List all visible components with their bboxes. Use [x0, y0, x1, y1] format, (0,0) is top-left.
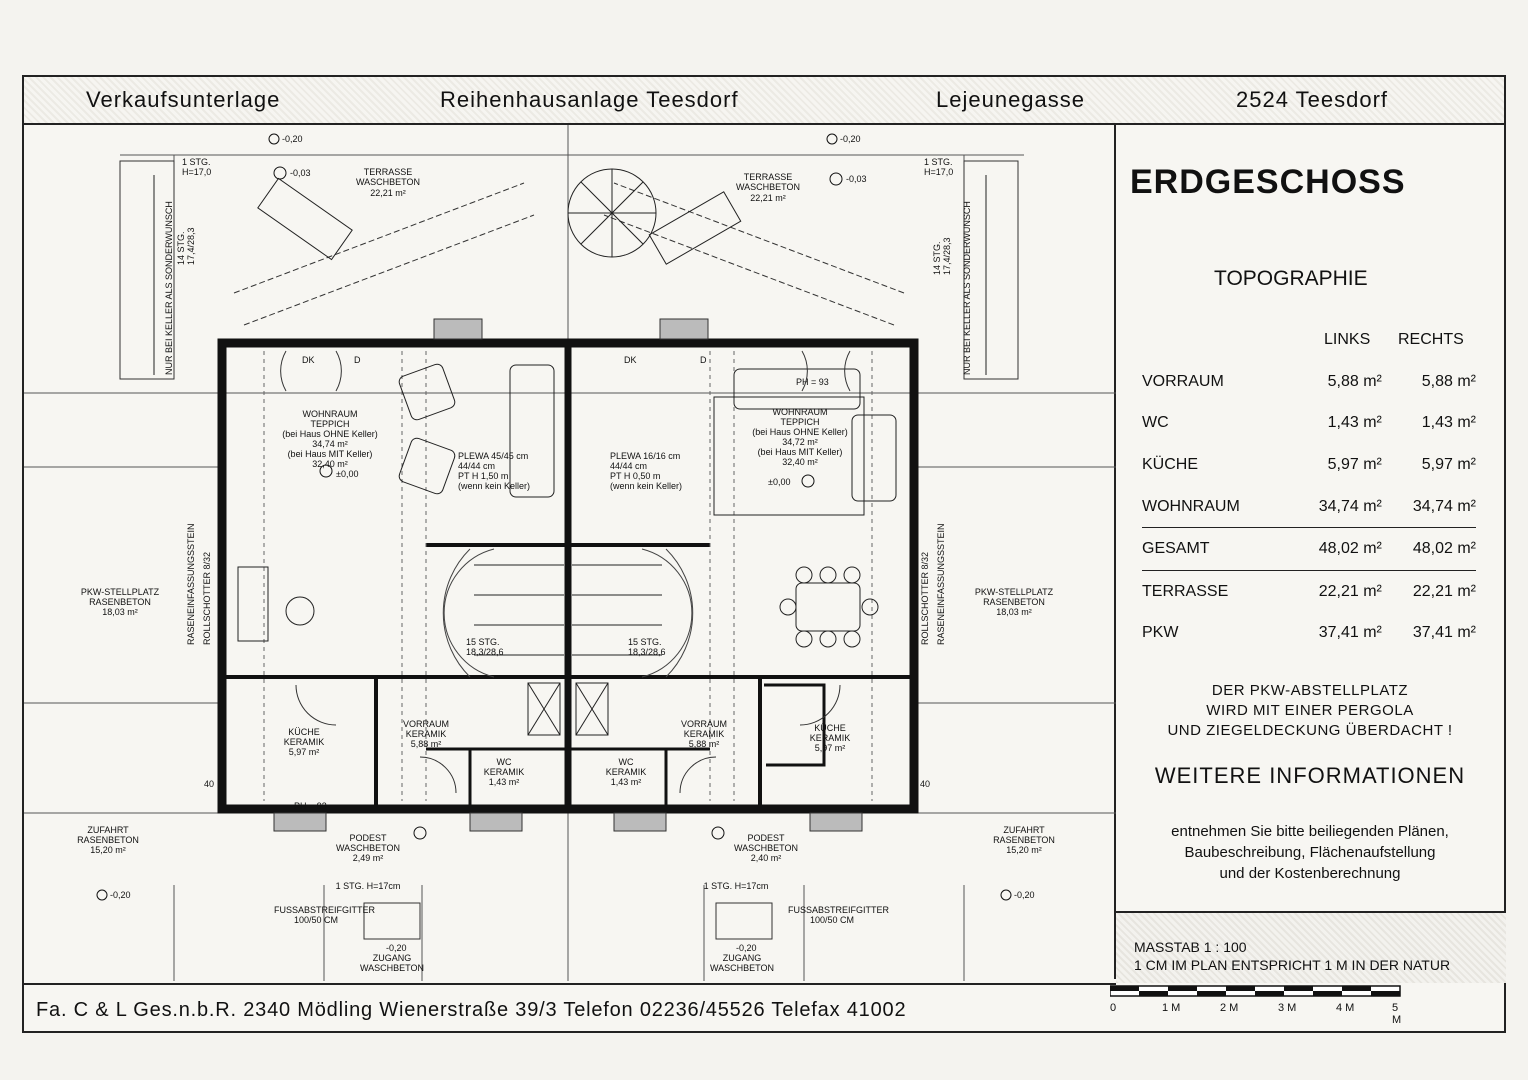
- area-rechts: 22,21 m²: [1412, 582, 1476, 600]
- note-line: UND ZIEGELDECKUNG ÜBERDACHT !: [1167, 722, 1453, 739]
- hall-right-area: 5,88 m²: [688, 739, 720, 749]
- armchair-left-icon: [398, 363, 457, 496]
- table-row: [1142, 486, 1476, 528]
- stair-left-ratio: 18,3/28,6: [466, 647, 504, 657]
- area-links: 5,97 m²: [1327, 455, 1382, 473]
- topography-title: TOPOGRAPHIE: [1214, 267, 1368, 290]
- ph-left: PH = 93: [294, 801, 327, 811]
- table-row: [1142, 444, 1476, 486]
- note-line: DER PKW-ABSTELLPLATZ: [1211, 682, 1409, 699]
- door-dk-left: DK: [302, 355, 315, 365]
- podest-right-area: 2,40 m²: [750, 853, 782, 863]
- hall-left-floor: KERAMIK: [405, 729, 447, 739]
- parking-right-area: 18,03 m²: [996, 607, 1032, 617]
- kitchen-right-area: 5,97 m²: [814, 743, 846, 753]
- project-name: Reihenhausanlage Teesdorf: [440, 87, 739, 112]
- dim-40-left: 40: [204, 779, 215, 789]
- cellar-note-right: NUR BEI KELLER ALS SONDERWUNSCH: [962, 201, 972, 375]
- scale-label: 4 M: [1336, 1002, 1355, 1014]
- area-links: 37,41 m²: [1318, 624, 1382, 642]
- entry-stair-right: 1 STG. H=17cm: [703, 881, 769, 891]
- parking-left-area: 18,03 m²: [102, 607, 138, 617]
- podest-left-name: PODEST: [349, 833, 387, 843]
- door-d-right: D: [700, 355, 707, 365]
- cellar-note-left: NUR BEI KELLER ALS SONDERWUNSCH: [164, 201, 174, 375]
- plan-sheet: [22, 75, 1506, 1033]
- more-info-title: WEITERE INFORMATIONEN: [1154, 763, 1466, 788]
- living-right-area1: 34,72 m²: [782, 437, 818, 447]
- wc-left-name: WC: [496, 757, 512, 767]
- wc-left-floor: KERAMIK: [483, 767, 525, 777]
- plewa-left-2: 44/44 cm: [458, 461, 496, 471]
- room-name: GESAMT: [1142, 528, 1288, 571]
- area-links: 1,43 m²: [1327, 414, 1382, 432]
- wc-left-area: 1,43 m²: [488, 777, 520, 787]
- kitchen-left-floor: KERAMIK: [283, 737, 325, 747]
- drive-left-area: 15,20 m²: [90, 845, 126, 855]
- scale-label: 0: [1110, 1002, 1117, 1014]
- living-left-note1: (bei Haus OHNE Keller): [282, 429, 378, 439]
- entry-right-name: ZUGANG: [722, 953, 762, 963]
- outer-stair-right-height: H=17,0: [924, 167, 954, 177]
- drive-right-name: ZUFAHRT: [1003, 825, 1045, 835]
- room-name: VORRAUM: [1142, 372, 1224, 390]
- room-name: WC: [1142, 414, 1169, 432]
- living-right-note1: (bei Haus OHNE Keller): [752, 427, 848, 437]
- level-terrace-right: -0,03: [846, 174, 867, 184]
- floor-plan: [24, 125, 1116, 979]
- living-left-name: WOHNRAUM: [302, 409, 358, 419]
- outer-stair-left-height: H=17,0: [182, 167, 212, 177]
- area-links: 5,88 m²: [1327, 372, 1382, 390]
- level-drive-left: -0,20: [110, 890, 131, 900]
- legend-panel: [1116, 125, 1504, 915]
- lounger-right-icon: [649, 192, 740, 264]
- level-drive-right: -0,20: [1014, 890, 1035, 900]
- outer-stair-right-steps: 14 STG.: [932, 241, 942, 275]
- note-line: WIRD MIT EINER PERGOLA: [1206, 702, 1414, 719]
- kitchen-left-area: 5,97 m²: [288, 747, 320, 757]
- table-row-total: [1142, 528, 1476, 571]
- refer-line: entnehmen Sie bitte beiliegenden Plänen,: [1171, 823, 1449, 840]
- area-links: 22,21 m²: [1318, 582, 1382, 600]
- col-rechts: RECHTS: [1398, 331, 1464, 348]
- company-address: Fa. C & L Ges.n.b.R. 2340 Mödling Wienerstraße 39/3 Telefon 02236/45526 Telefax 41002: [36, 999, 907, 1021]
- entry-right-material: WASCHBETON: [709, 963, 775, 973]
- level-floor-left: ±0,00: [336, 469, 359, 479]
- living-left-area1: 34,74 m²: [312, 439, 348, 449]
- terrace-left-area: 22,21 m²: [370, 188, 406, 198]
- plewa-left-3: PT H 1,50 m: [458, 471, 509, 481]
- terrace-left-label: TERRASSE: [363, 167, 413, 177]
- wc-right-area: 1,43 m²: [610, 777, 642, 787]
- grate-right-name: FUSSABSTREIFGITTER: [788, 905, 890, 915]
- grate-right-size: 100/50 CM: [810, 915, 855, 925]
- plewa-right-4: (wenn kein Keller): [610, 481, 683, 491]
- edge-right-1: RASENEINFASSUNGSSTEIN: [936, 523, 946, 645]
- scale-explanation: 1 CM IM PLAN ENTSPRICHT 1 M IN DER NATUR: [1134, 957, 1451, 973]
- living-right-name: WOHNRAUM: [772, 407, 828, 417]
- outer-stair-right-ratio: 17,4/28,3: [942, 237, 952, 275]
- room-name: TERRASSE: [1142, 582, 1229, 600]
- living-left-floor: TEPPICH: [310, 419, 350, 429]
- scale-bar-graphic: [1110, 984, 1410, 1000]
- terrace-right-area: 22,21 m²: [750, 193, 786, 203]
- scale-label: 3 M: [1278, 1002, 1297, 1014]
- terrace-right-label: TERRASSE: [743, 172, 793, 182]
- kitchen-left-name: KÜCHE: [288, 727, 320, 737]
- podest-right-name: PODEST: [747, 833, 785, 843]
- outer-stair-left-count: 1 STG.: [182, 157, 211, 167]
- living-right-area2: 32,40 m²: [782, 457, 818, 467]
- stair-left-steps: 15 STG.: [466, 637, 500, 647]
- outer-stair-left-steps: 14 STG.: [176, 231, 186, 265]
- room-name: WOHNRAUM: [1142, 486, 1288, 528]
- ph-right: PH = 93: [796, 377, 829, 387]
- kitchen-right-floor: KERAMIK: [809, 733, 851, 743]
- drive-right-material: RASENBETON: [993, 835, 1055, 845]
- podest-left-area: 2,49 m²: [352, 853, 384, 863]
- col-links: LINKS: [1324, 331, 1371, 348]
- area-table: [1142, 361, 1476, 654]
- stair-right-icon: [572, 549, 693, 677]
- parking-right-material: RASENBETON: [983, 597, 1045, 607]
- parking-right-label: PKW-STELLPLATZ: [974, 587, 1054, 597]
- edge-left-2: ROLLSCHOTTER 8/32: [202, 551, 212, 645]
- terrace-left-material: WASCHBETON: [355, 177, 421, 187]
- title-block-header: [24, 77, 1504, 125]
- plewa-right-1: PLEWA 16/16 cm: [610, 451, 681, 461]
- plewa-right-2: 44/44 cm: [610, 461, 648, 471]
- terrace-right-material: WASCHBETON: [735, 182, 801, 192]
- lounger-left-icon: [258, 178, 352, 259]
- street-name: Lejeunegasse: [936, 87, 1086, 112]
- area-links: 34,74 m²: [1288, 486, 1382, 528]
- podest-left-material: WASCHBETON: [335, 843, 401, 853]
- entry-left-material: WASCHBETON: [359, 963, 425, 973]
- plewa-left-4: (wenn kein Keller): [458, 481, 531, 491]
- scale-box: [1116, 911, 1506, 983]
- door-dk-right: DK: [624, 355, 637, 365]
- hall-right-floor: KERAMIK: [683, 729, 725, 739]
- area-rechts: 34,74 m²: [1382, 486, 1476, 528]
- refer-line: Baubeschreibung, Flächenaufstellung: [1184, 844, 1436, 861]
- stair-right-ratio: 18,3/28,6: [628, 647, 666, 657]
- table-row: [1142, 361, 1476, 403]
- document-type: Verkaufsunterlage: [86, 87, 281, 112]
- edge-right-2: ROLLSCHOTTER 8/32: [920, 551, 930, 645]
- hall-left-area: 5,88 m²: [410, 739, 442, 749]
- stair-right-steps: 15 STG.: [628, 637, 662, 647]
- plewa-right-3: PT H 0,50 m: [610, 471, 661, 481]
- entry-stair-left: 1 STG. H=17cm: [335, 881, 401, 891]
- outer-stair-right-count: 1 STG.: [924, 157, 953, 167]
- outer-stair-left-ratio: 17,4/28,3: [186, 227, 196, 265]
- area-rechts: 1,43 m²: [1421, 414, 1476, 432]
- scale-bar: [1110, 984, 1410, 1026]
- desk-left-icon: [238, 567, 314, 641]
- entry-right-level: -0,20: [736, 943, 757, 953]
- wc-right-name: WC: [618, 757, 634, 767]
- pergola-note: [1116, 681, 1504, 741]
- hall-right-name: VORRAUM: [680, 719, 728, 729]
- level-floor-right: ±0,00: [768, 477, 791, 487]
- entry-left-level: -0,20: [386, 943, 407, 953]
- table-row: [1142, 613, 1476, 655]
- sofa-left-icon: [510, 365, 554, 497]
- area-rechts: 5,88 m²: [1421, 372, 1476, 390]
- room-name: PKW: [1142, 624, 1179, 642]
- area-rechts: 37,41 m²: [1412, 624, 1476, 642]
- table-row: [1142, 403, 1476, 445]
- scale-ratio: MASSTAB 1 : 100: [1134, 939, 1247, 955]
- parking-left-label: PKW-STELLPLATZ: [80, 587, 160, 597]
- scale-label: 5 M: [1392, 1002, 1402, 1026]
- living-right-note2: (bei Haus MIT Keller): [757, 447, 843, 457]
- drive-left-name: ZUFAHRT: [87, 825, 129, 835]
- dining-table-icon: [780, 567, 878, 647]
- wc-right-floor: KERAMIK: [605, 767, 647, 777]
- living-left-area2: 32,40 m²: [312, 459, 348, 469]
- parking-left-material: RASENBETON: [89, 597, 151, 607]
- location: 2524 Teesdorf: [1236, 87, 1389, 112]
- level-top-right: -0,20: [840, 134, 861, 144]
- entry-left-name: ZUGANG: [372, 953, 412, 963]
- level-terrace-left: -0,03: [290, 168, 311, 178]
- plewa-left-1: PLEWA 45/45 cm: [458, 451, 529, 461]
- grate-left-size: 100/50 CM: [294, 915, 339, 925]
- grate-left-name: FUSSABSTREIFGITTER: [274, 905, 376, 915]
- floor-title: ERDGESCHOSS: [1130, 163, 1406, 201]
- drive-left-material: RASENBETON: [77, 835, 139, 845]
- company-footer: [24, 983, 1116, 1031]
- dim-40-right: 40: [920, 779, 931, 789]
- scale-label: 1 M: [1162, 1002, 1181, 1014]
- refer-line: und der Kostenberechnung: [1219, 865, 1401, 882]
- level-top-left: -0,20: [282, 134, 303, 144]
- outer-stair-right: [964, 161, 1018, 379]
- area-rechts: 48,02 m²: [1382, 528, 1476, 571]
- scale-label: 2 M: [1220, 1002, 1239, 1014]
- podest-right-material: WASCHBETON: [733, 843, 799, 853]
- more-info-text: [1116, 821, 1504, 884]
- table-row: [1142, 570, 1476, 612]
- parasol-icon: [568, 169, 656, 257]
- hall-left-name: VORRAUM: [402, 719, 450, 729]
- level-marker-icons: [97, 134, 1011, 900]
- drive-right-area: 15,20 m²: [1006, 845, 1042, 855]
- living-right-floor: TEPPICH: [780, 417, 820, 427]
- area-rechts: 5,97 m²: [1421, 455, 1476, 473]
- living-left-note2: (bei Haus MIT Keller): [287, 449, 373, 459]
- stair-left-icon: [443, 549, 564, 677]
- room-name: KÜCHE: [1142, 455, 1199, 473]
- area-links: 48,02 m²: [1288, 528, 1382, 571]
- kitchen-right-name: KÜCHE: [814, 723, 846, 733]
- edge-left-1: RASENEINFASSUNGSSTEIN: [186, 523, 196, 645]
- door-d-left: D: [354, 355, 361, 365]
